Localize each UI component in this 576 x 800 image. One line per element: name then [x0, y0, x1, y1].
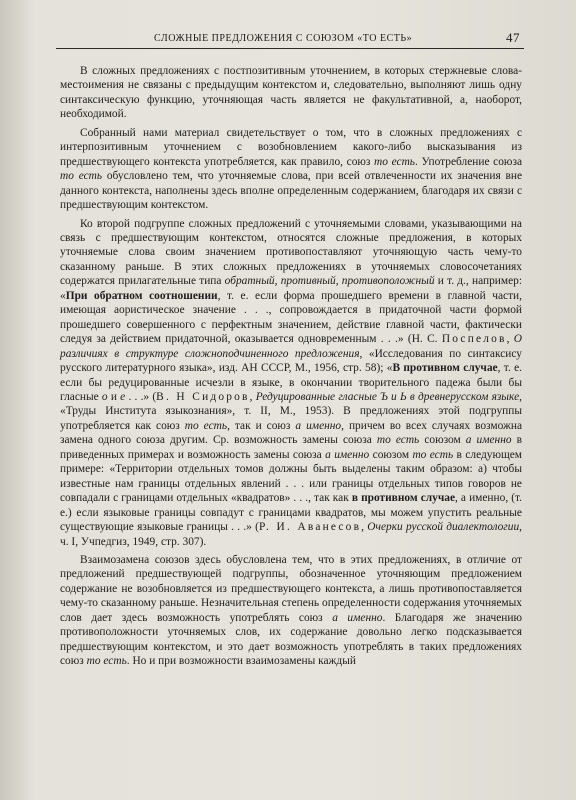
text-run: , [361, 521, 368, 534]
italic-term: а именно [465, 434, 512, 447]
italic-term: то есть [184, 419, 228, 432]
italic-term: а именно [295, 419, 342, 432]
text-run: и [107, 390, 121, 403]
text-run: . . .» ( [125, 390, 157, 403]
text-run: в приведенных примерах и возможность замены союза [60, 434, 522, 461]
text-run: , так и союз [227, 419, 296, 432]
text-run: , т. е. если бы редуцированные исчезли в языке, в окончании творительного падежа были бы гласные [60, 362, 522, 403]
italic-term: то есть [412, 448, 454, 461]
text-run: . Благодаря же значению противоположности уточняемых слов, их содержание довольно легко подсказывается предшествующим контекстом, и это дает возможность употреблять в таких предложениях союз [60, 611, 522, 668]
text-run: Ко второй подгруппе сложных предложений с уточняемыми словами, указывающими на связь с предшествующим контекстом, относятся сложные предложения, в которых уточняемые слова своим значением противопоставляют уточняющую часть чему-то сказанному раньше. В этих сложных предложениях в уточняемых словосочетаниях содержатся прилагательные типа [60, 217, 522, 288]
citation-title: Редуцированные гласные Ъ и Ь в древнерусском языке [255, 390, 520, 403]
text-run: Собранный нами материал свидетельствует о том, что в сложных предложениях с интерпозитивным уточнением с возобновлением какого-либо высказывания из предшествующего контекста употребляется, как правило, союз [60, 126, 522, 168]
citation-title: О различиях в структуре сложноподчиненного предложения [60, 333, 522, 360]
text-run: обусловлено тем, что уточняемые слова, при всей отвлеченности их значения вне данного контекста, наполнены здесь вполне определенным содержанием, благодаря их связи с предшествующим контекстом. [60, 170, 522, 212]
italic-term: то есть [376, 434, 420, 447]
italic-term: то есть [60, 170, 103, 183]
paragraph-3 [60, 217, 522, 549]
paragraph-4 [60, 553, 522, 669]
text-run: Взаимозамена союзов здесь обусловлена тем, что в этих предложениях, в отличие от предложений предшествующей подгруппы, обозначенное уточняющим предложением содержание не возобновляется из предшествующего контекста, а лишь противопоставляется чему-то сказанному раньше. Незначительная степень определенности содержания уточняемых слов дает здесь возможность употреблять союз [60, 553, 522, 624]
text-run: , [506, 333, 514, 346]
text-run: , причем во всех случаях возможна замена одного союза другим. Ср. возможность замены союза [60, 419, 523, 447]
author-name: Р. И. Аванесов [258, 521, 362, 534]
italic-term: а именно [332, 611, 383, 624]
italic-letter: о [101, 390, 108, 403]
italic-term: а именно [325, 448, 370, 461]
text-run: и т. д., например: « [60, 275, 522, 302]
paragraph-2 [60, 126, 522, 213]
text-run: , [249, 390, 256, 403]
text-run: , т. е. если форма прошедшего времени в главной части, имеющая аористическое значение . . ., сопровождается в придаточной части формой прошедшего совершенного с перфектным значением, действие главной части, фактически следуя за действием придаточной, оказывается одновременным . . .» (Н. С. [60, 289, 522, 346]
text-run: союзом [419, 434, 466, 447]
text-run: . Но и при возможности взаимозамены каждый [126, 655, 356, 668]
italic-term: то есть [86, 655, 127, 668]
text-run: , «Труды Института языкознания», т. II, М., 1953). В предложениях этой подгруппы употребляется как союз [60, 390, 522, 432]
text-run: , ч. I, Учпедгиз, 1949, стр. 307). [60, 521, 522, 548]
paragraph-1: В сложных предложениях с постпозитивным уточнением, в которых стержневые слова-местоимения не связаны с предыдущим контекстом и, следовательно, выполняют лишь одну синтаксическую функцию, уточняющая часть является не факультативной, а, наоборот, необходимой. [60, 65, 522, 121]
author-name: Поспелов [441, 333, 507, 346]
author-name: В. Н Сидоров [156, 390, 250, 403]
running-header [56, 30, 524, 49]
citation-title: Очерки русской диалектологии [367, 521, 520, 534]
text-run: в следующем примере: «Территории отдельных томов должны быть выделены таким образом: а) чтобы известные нам границы отдельных явлений . . . или границы отдельных типов говоров не совпадали с границами отдельных «квадратов» . . ., так как [60, 448, 523, 505]
running-title: СЛОЖНЫЕ ПРЕДЛОЖЕНИЯ С СОЮЗОМ «ТО ЕСТЬ» [154, 33, 413, 44]
text-run: , а именно, (т. е.) если языковые границы совпадут с границами квадратов, мы можем упустить реальные существующие языковые границы . . .» ( [60, 492, 522, 534]
text-run: союзом [369, 448, 413, 461]
italic-term: обратный, противный, противоположный [224, 275, 435, 288]
bold-example: в противном случае [351, 492, 456, 505]
bold-example: В противном случае [392, 362, 498, 375]
italic-term: то есть [374, 155, 415, 168]
text-run: . Употребление союза [414, 155, 522, 168]
page-number: 47 [506, 30, 520, 45]
italic-letter: е [120, 390, 126, 403]
bold-example: При обратном соотношении [65, 289, 218, 302]
body-text [60, 64, 522, 669]
text-run: , «Исследования по синтаксису русского литературного языка», изд. АН СССР, М., 1956, стр. 58); « [60, 347, 522, 375]
